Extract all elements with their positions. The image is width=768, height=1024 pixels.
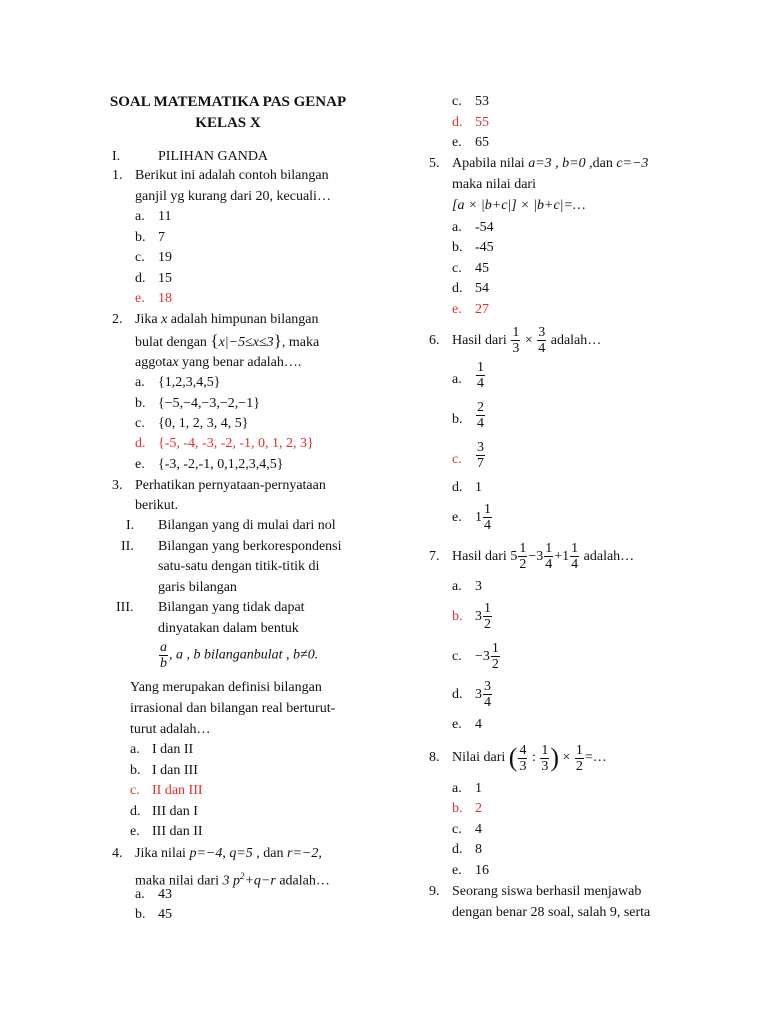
q8-answer-letter: b. (452, 801, 463, 816)
q4-option-text: 65 (475, 135, 489, 150)
q5-answer-letter: e. (452, 302, 462, 317)
q3-statement-text: dinyatakan dalam bentuk (158, 621, 299, 636)
q7-option-letter: e. (452, 717, 462, 732)
q3-option-letter: a. (130, 742, 140, 757)
q8-operator: × (559, 750, 574, 766)
frac-numerator: 1 (477, 360, 484, 375)
q3-option-text: I dan III (152, 763, 198, 778)
q1-option-text: 7 (158, 230, 165, 245)
q3-fraction-condition: , a , b bilanganbulat , b≠0. (169, 647, 319, 663)
q8-option-letter: d. (452, 842, 463, 857)
q1-option-letter: a. (135, 209, 145, 224)
frac-numerator: 3 (477, 440, 484, 455)
q2-set-expression: x|−5≤x≤3 (218, 335, 274, 350)
q3-number: 3. (112, 478, 123, 493)
q8-option-letter: a. (452, 781, 462, 796)
q2-text: , maka (281, 335, 320, 350)
q2-number: 2. (112, 312, 123, 327)
q6-option-fraction (475, 360, 486, 391)
q2-option-letter: a. (135, 375, 145, 390)
q5-text: , (551, 156, 563, 171)
frac-numerator: 1 (519, 541, 527, 557)
q4-text: adalah… (275, 873, 330, 889)
q4-option-letter: c. (452, 94, 462, 109)
q4-option-text: 43 (158, 887, 172, 902)
frac-numerator: 1 (512, 325, 520, 341)
q5-c-value: c=−3 (616, 156, 649, 171)
q1-option-text: 11 (158, 209, 172, 224)
q7-option-letter: d. (452, 687, 463, 702)
q5-number: 5. (429, 156, 440, 171)
q3-statement-text: Bilangan yang di mulai dari nol (158, 518, 336, 533)
q3-statement-roman: II. (121, 539, 134, 554)
frac-denominator: 4 (477, 416, 484, 431)
q5-text-line2: maka nilai dari (452, 177, 536, 192)
frac-denominator: 2 (575, 758, 583, 774)
q2-option-text: {−5,−4,−3,−2,−1} (158, 396, 260, 411)
frac-denominator: 3 (519, 758, 527, 774)
q3-answer-letter: c. (130, 783, 140, 798)
q4-option-letter: e. (452, 135, 462, 150)
q5-text: ,dan (585, 156, 617, 171)
q2-answer-text: {-5, -4, -3, -2, -1, 0, 1, 2, 3} (158, 436, 314, 451)
q3-option-text: III dan I (152, 804, 198, 819)
q4-text: , (222, 846, 230, 861)
q3-statement-roman: I. (126, 518, 135, 533)
q1-option-letter: c. (135, 250, 145, 265)
q3-statement-roman: III. (116, 600, 134, 615)
q1-option-text: 19 (158, 250, 172, 265)
q6-number: 6. (429, 333, 440, 348)
q3-text-line2: berikut. (135, 498, 179, 513)
mixed-whole: 3 (475, 609, 482, 624)
frac-numerator: 1 (571, 541, 579, 557)
q3-statement-text: satu-satu dengan titik-titik di (158, 559, 320, 574)
q4-text: , dan (252, 846, 288, 861)
section-label: PILIHAN GANDA (158, 149, 269, 164)
q4-answer-letter: d. (452, 115, 463, 130)
frac-denominator: 4 (484, 695, 491, 711)
q6-answer-letter: c. (452, 452, 462, 467)
frac-numerator: 1 (575, 742, 583, 758)
q4-answer-text: 55 (475, 115, 489, 130)
q4-text-line1: Jika nilai p=−4, q=5 , dan r=−2, (135, 846, 322, 861)
q8-option-text: 1 (475, 781, 482, 796)
frac-denominator: 2 (491, 657, 499, 673)
q7-option-text: 4 (475, 717, 482, 732)
q6-option-letter: b. (452, 412, 463, 427)
frac-denominator: 4 (571, 557, 579, 573)
mixed-whole: 1 (475, 510, 482, 525)
q2-text: Jika (135, 312, 162, 327)
q3-prompt-line1: Yang merupakan definisi bilangan (130, 680, 322, 695)
q6-option-text: 1 (475, 480, 482, 495)
q5-b-value: b=0 (562, 156, 586, 171)
q2-text: bulat dengan (135, 335, 211, 350)
q4-number: 4. (112, 846, 123, 861)
frac-numerator: 1 (491, 641, 499, 657)
q3-text-line1: Perhatikan pernyataan-pernyataan (135, 478, 326, 493)
q8-number: 8. (429, 750, 440, 765)
q6-option-mixed (475, 498, 493, 538)
q3-option-text: III dan II (152, 824, 203, 839)
q1-option-letter: b. (135, 230, 146, 245)
frac-denominator: 4 (477, 376, 484, 391)
q5-text: Apabila nilai (452, 156, 529, 171)
q3-option-letter: b. (130, 763, 141, 778)
q6-option-letter: d. (452, 480, 463, 495)
q7-text (452, 537, 634, 577)
q6-option-letter: e. (452, 510, 462, 525)
q7-operator: −3 (528, 549, 544, 564)
q8-colon: : (528, 750, 540, 766)
frac-denominator: 3 (512, 341, 520, 357)
q1-option-letter: d. (135, 271, 146, 286)
frac-numerator: 1 (545, 541, 553, 557)
frac-numerator: 2 (477, 400, 484, 415)
q6-text (452, 321, 601, 361)
q2-text-line1 (135, 310, 319, 330)
q4-expression: +q−r (244, 873, 276, 889)
q7-option-letter: a. (452, 579, 462, 594)
q3-statement-text: Bilangan yang berkorespondensi (158, 539, 342, 554)
q1-number: 1. (112, 168, 123, 183)
frac-denominator: 3 (541, 758, 549, 774)
q4-expression: 3 p (222, 873, 240, 889)
q5-option-text: 54 (475, 281, 489, 296)
q5-a-value: a=3 (528, 156, 552, 171)
q5-option-letter: b. (452, 240, 463, 255)
q2-text-line3 (135, 353, 301, 373)
mixed-whole: 5 (510, 549, 518, 564)
frac-numerator: a (160, 640, 167, 655)
q4-p-value: p=−4 (189, 846, 223, 861)
q2-option-letter: c. (135, 416, 145, 431)
q7-option-mixed (475, 597, 493, 637)
q1-answer-letter: e. (135, 291, 145, 306)
frac-denominator: 7 (477, 456, 484, 471)
q2-text-line2: bulat dengan {x|−5≤x≤3}, maka (135, 331, 320, 350)
q7-option-mixed (475, 675, 493, 715)
q3-option-text: I dan II (152, 742, 194, 757)
q4-exponent: 2 (239, 871, 245, 881)
q2-answer-letter: d. (135, 436, 146, 451)
q1-text-line1: Berikut ini adalah contoh bilangan (135, 168, 329, 183)
q2-text: adalah himpunan bilangan (167, 312, 319, 327)
q4-option-letter: a. (135, 887, 145, 902)
doc-title-line1: SOAL MATEMATIKA PAS GENAP (109, 94, 347, 110)
q2-option-letter: e. (135, 457, 145, 472)
q5-option-letter: c. (452, 261, 462, 276)
q4-option-text: 53 (475, 94, 489, 109)
q7-operator: +1 (554, 549, 570, 564)
q8-option-text: 4 (475, 822, 482, 837)
q1-answer-text: 18 (158, 291, 172, 306)
q9-text-line1: Seorang siswa berhasil menjawab (452, 884, 642, 899)
q5-option-letter: d. (452, 281, 463, 296)
q7-text-post: adalah… (580, 549, 635, 564)
q1-option-text: 15 (158, 271, 172, 286)
q7-number: 7. (429, 549, 440, 564)
frac-denominator: 4 (545, 557, 553, 573)
frac-numerator: 3 (484, 679, 491, 695)
section-roman: I. (112, 149, 121, 164)
q2-option-text: {1,2,3,4,5} (158, 375, 221, 390)
q3-prompt-line2: irrasional dan bilangan real berturut- (130, 701, 336, 716)
q2-option-text: {0, 1, 2, 3, 4, 5} (158, 416, 249, 431)
q7-option-text: 3 (475, 579, 482, 594)
q3-answer-text: II dan III (152, 783, 203, 798)
mixed-whole: −3 (475, 649, 490, 664)
q4-option-text: 45 (158, 907, 172, 922)
q6-text-pre: Hasil dari (452, 333, 511, 348)
q9-number: 9. (429, 884, 440, 899)
q2-text: aggota (135, 355, 173, 370)
doc-title-line2: KELAS X (195, 115, 261, 131)
q4-r-value: r=−2 (287, 846, 319, 861)
q6-operator: × (521, 333, 537, 348)
q6-option-fraction (475, 400, 486, 431)
q3-option-letter: d. (130, 804, 141, 819)
q8-option-text: 8 (475, 842, 482, 857)
q8-option-letter: c. (452, 822, 462, 837)
q6-option-fraction (475, 440, 486, 471)
q2-var-x: x (172, 355, 179, 370)
frac-denominator: 4 (484, 518, 491, 534)
q4-option-letter: b. (135, 907, 146, 922)
q5-option-letter: a. (452, 220, 462, 235)
q2-text: yang benar adalah…. (178, 355, 302, 370)
q3-statement-text: garis bilangan (158, 580, 237, 595)
frac-numerator: 1 (484, 502, 491, 518)
q3-option-letter: e. (130, 824, 140, 839)
q4-q-value: q=5 (229, 846, 253, 861)
q7-option-letter: c. (452, 649, 462, 664)
q7-option-mixed (475, 637, 501, 677)
q5-expression: [a × |b+c|] × |b+c|=… (452, 198, 586, 213)
q2-option-letter: b. (135, 396, 146, 411)
frac-numerator: 1 (541, 742, 549, 758)
q2-option-text: {-3, -2,-1, 0,1,2,3,4,5} (158, 457, 284, 472)
q2-var-x: x (161, 312, 168, 327)
q8-text: Nilai dari ( $\frac{4}{3}$ : $\frac{1}{3}$ ) × $\frac{1}{2}$ =… (452, 742, 607, 774)
q5-answer-text: 27 (475, 302, 489, 317)
q5-option-text: -45 (475, 240, 494, 255)
q5-option-text: 45 (475, 261, 489, 276)
frac-numerator: 1 (484, 601, 491, 617)
q3-prompt-line3: turut adalah… (130, 722, 211, 737)
q3-fraction-expression (158, 640, 318, 671)
q6-option-letter: a. (452, 372, 462, 387)
frac-denominator: 2 (484, 617, 491, 633)
frac-denominator: 2 (519, 557, 527, 573)
frac-numerator: 4 (519, 742, 527, 758)
q8-option-text: 16 (475, 863, 489, 878)
frac-numerator: 3 (538, 325, 546, 341)
frac-denominator: 4 (538, 341, 546, 357)
q4-text: maka nilai dari (135, 873, 223, 889)
q8-text-post: =… (584, 750, 607, 766)
q8-option-letter: e. (452, 863, 462, 878)
mixed-whole: 3 (475, 687, 482, 702)
q1-text-line2: ganjil yg kurang dari 20, kecuali… (135, 189, 331, 204)
q5-text-line1 (452, 154, 648, 174)
q7-text-pre: Hasil dari (452, 549, 511, 564)
q3-statement-text: Bilangan yang tidak dapat (158, 600, 305, 615)
q5-option-text: -54 (475, 220, 494, 235)
frac-denominator: b (160, 656, 167, 671)
q6-text-post: adalah… (547, 333, 602, 348)
q4-text: Jika nilai (135, 846, 190, 861)
q7-answer-letter: b. (452, 609, 463, 624)
q8-answer-text: 2 (475, 801, 482, 816)
q8-text-pre: Nilai dari (452, 750, 509, 766)
q9-text-line2: dengan benar 28 soal, salah 9, serta (452, 905, 651, 920)
